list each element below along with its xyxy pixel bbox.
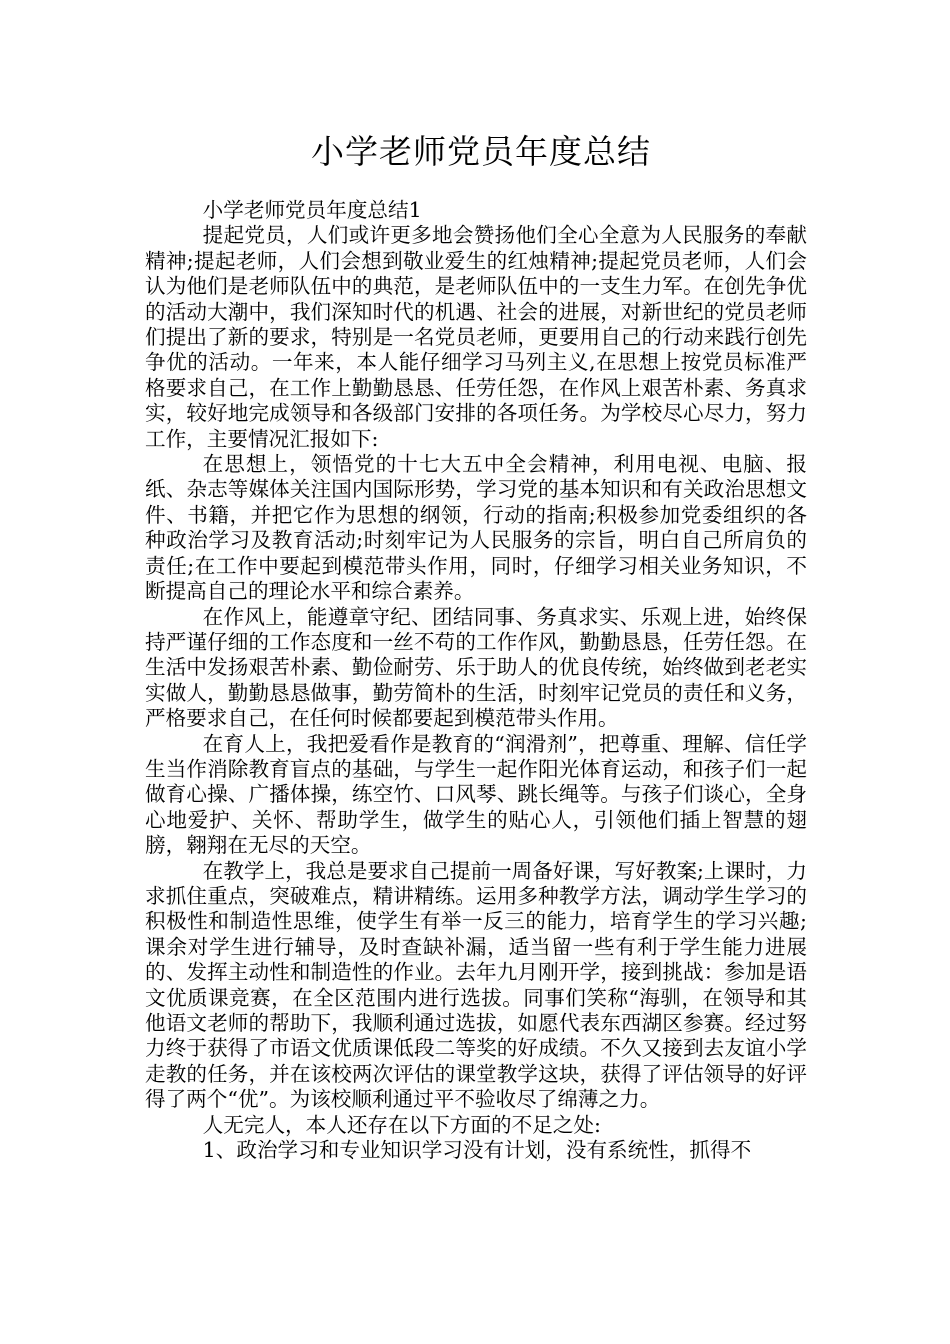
section-heading: 小学老师党员年度总结1 [202, 198, 422, 222]
body-paragraph-education: 在育人上，我把爱看作是教育的“润滑剂”，把尊重、理解、信任学生当作消除教育盲点的基础，与学生一起作阳光体育运动，和孩子们一起做育心操、广播体操，练空竹、口风琴、跳长绳等。与孩子们谈心，全身心地爱护、关怀、帮助学生，做学生的贴心人，引领他们插上智慧的翅膀，翱翔在无尽的天空。 [145, 731, 807, 858]
body-paragraph-intro: 提起党员，人们或许更多地会赞扬他们全心全意为人民服务的奉献精神;提起老师，人们会想到敬业爱生的红烛精神;提起党员老师，人们会认为他们是老师队伍中的典范，是老师队伍中的一支生力军。在创先争优的活动大潮中，我们深知时代的机遇、社会的进展，对新世纪的党员老师们提出了新的要求，特别是一名党员老师，更要用自己的行动来践行创先争优的活动。一年来，本人能仔细学习马列主义,在思想上按党员标准严格要求自己，在工作上勤勤恳恳、任劳任怨，在作风上艰苦朴素、务真求实，较好地完成领导和各级部门安排的各项任务。为学校尽心尽力，努力工作，主要情况汇报如下: [145, 223, 807, 451]
body-paragraph-style: 在作风上，能遵章守纪、团结同事、务真求实、乐观上进，始终保持严谨仔细的工作态度和一丝不苟的工作作风，勤勤恳恳，任劳任怨。在生活中发扬艰苦朴素、勤俭耐劳、乐于助人的优良传统，始终做到老老实实做人，勤勤恳恳做事，勤劳简朴的生活，时刻牢记党员的责任和义务，严格要求自己，在任何时候都要起到模范带头作用。 [145, 604, 807, 731]
body-paragraph-shortcomings: 人无完人，本人还存在以下方面的不足之处: [202, 1112, 601, 1137]
body-paragraph-item-1: 1、政治学习和专业知识学习没有计划，没有系统性，抓得不 [202, 1138, 752, 1163]
document-title: 小学老师党员年度总结 [311, 132, 651, 171]
body-paragraph-teaching: 在教学上，我总是要求自己提前一周备好课，写好教案;上课时，力求抓住重点，突破难点，精讲精练。运用多种教学方法，调动学生学习的积极性和制造性思维，使学生有举一反三的能力，培育学生的学习兴趣;课余对学生进行辅导，及时查缺补漏，适当留一些有利于学生能力进展的、发挥主动性和制造性的作业。去年九月刚开学，接到挑战：参加是语文优质课竞赛，在全区范围内进行选拔。同事们笑称“海驯，在领导和其他语文老师的帮助下，我顺利通过选拔，如愿代表东西湖区参赛。经过努力终于获得了市语文优质课低段二等奖的好成绩。不久又接到去友谊小学走教的任务，并在该校两次评估的课堂教学这块，获得了评估领导的好评得了两个“优”。为该校顺利通过平不验收尽了绵薄之力。 [145, 858, 807, 1112]
document-body [145, 198, 807, 1163]
body-paragraph-thought: 在思想上，领悟党的十七大五中全会精神，利用电视、电脑、报纸、杂志等媒体关注国内国际形势，学习党的基本知识和有关政治思想文件、书籍，并把它作为思想的纲领，行动的指南;积极参加党委组织的各种政治学习及教育活动;时刻牢记为人民服务的宗旨，明白自己所肩负的责任;在工作中要起到模范带头作用，同时，仔细学习相关业务知识，不断提高自己的理论水平和综合素养。 [145, 452, 807, 604]
document-page [145, 0, 807, 1163]
